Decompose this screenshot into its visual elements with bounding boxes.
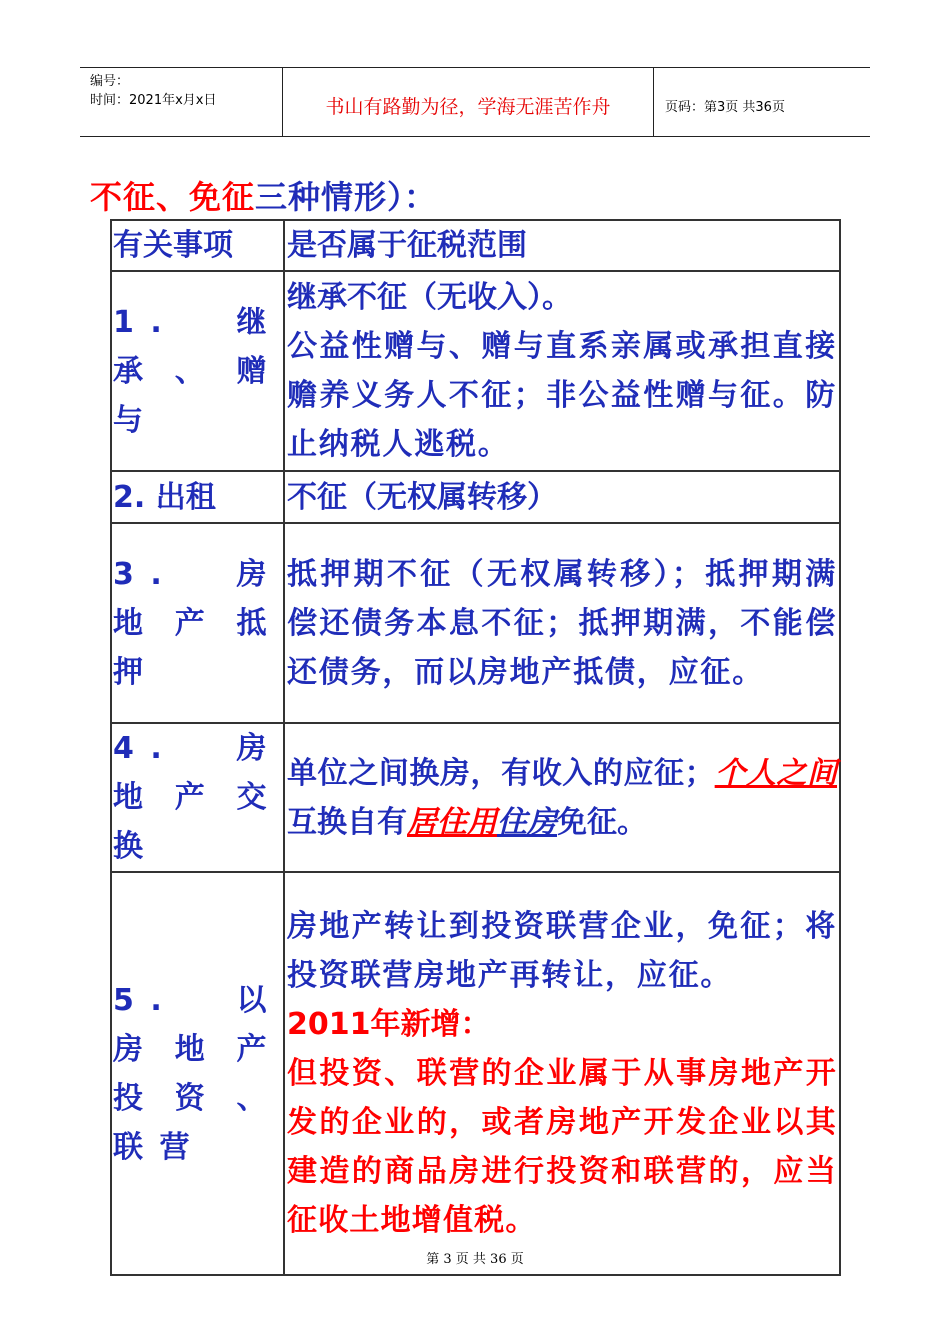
title-blue: 三种情形）： — [255, 178, 438, 216]
scope-text: 免征。 — [557, 804, 647, 840]
emphasis-text: 住房 — [497, 804, 557, 840]
item-cell: 2. 出租 — [111, 471, 284, 523]
table-row — [111, 271, 840, 471]
scope-cell — [284, 872, 840, 1275]
table-header-row — [111, 220, 840, 271]
title-red: 不征、免征 — [90, 178, 256, 216]
table-row — [111, 523, 840, 723]
scope-cell: 抵押期不征（无权属转移）；抵押期满偿还债务本息不征；抵押期满，不能偿还债务，而以房地产抵债，应征。 — [284, 523, 840, 723]
scope-cell — [284, 271, 840, 471]
scope-line: 公益性赠与、赠与直系亲属或承担直接赡养义务人不征；非公益性赠与征。防止纳税人逃税。 — [287, 329, 837, 462]
table-row — [111, 872, 840, 1275]
header-motto: 书山有路勤为径，学海无涯苦作舟 — [283, 68, 654, 136]
new-text: 但投资、联营的企业属于从事房地产开发的企业的，或者房地产开发企业以其建造的商品房进行投资和联营的，应当征收土地增值税。 — [287, 1056, 837, 1238]
scope-text: 互换自有 — [287, 804, 407, 840]
item-cell: 5. 以房地产投资、联营 — [111, 872, 284, 1275]
scope-line: 房地产转让到投资联营企业，免征；将投资联营房地产再转让，应征。 — [287, 909, 837, 993]
header-cell-item: 有关事项 — [111, 220, 284, 271]
new-label: 2011年新增： — [287, 1007, 491, 1042]
section-title — [90, 172, 437, 218]
code-label: 编号： — [90, 74, 130, 89]
scope-line: 继承不征（无收入）。 — [287, 280, 572, 315]
header-page-info: 页码：第3页 共36页 — [665, 99, 785, 115]
page-header — [80, 67, 870, 137]
scope-cell: 不征（无权属转移） — [284, 471, 840, 523]
scope-cell — [284, 723, 840, 872]
tax-scope-table — [110, 219, 841, 1276]
header-cell-scope: 是否属于征税范围 — [284, 220, 840, 271]
item-cell: 1. 继承、赠与 — [111, 271, 284, 471]
page-footer: 第 3 页 共 36 页 — [426, 1252, 524, 1267]
table-row — [111, 471, 840, 523]
scope-text: 单位之间换房，有收入的应征； — [287, 755, 715, 791]
time-label: 时间：2021年x月x日 — [90, 93, 217, 108]
item-cell: 3. 房地产抵押 — [111, 523, 284, 723]
item-cell: 4. 房地产交换 — [111, 723, 284, 872]
table-row — [111, 723, 840, 872]
emphasis-text: 个人之间 — [714, 755, 838, 791]
header-meta — [80, 68, 283, 136]
emphasis-text: 居住用 — [407, 804, 497, 840]
